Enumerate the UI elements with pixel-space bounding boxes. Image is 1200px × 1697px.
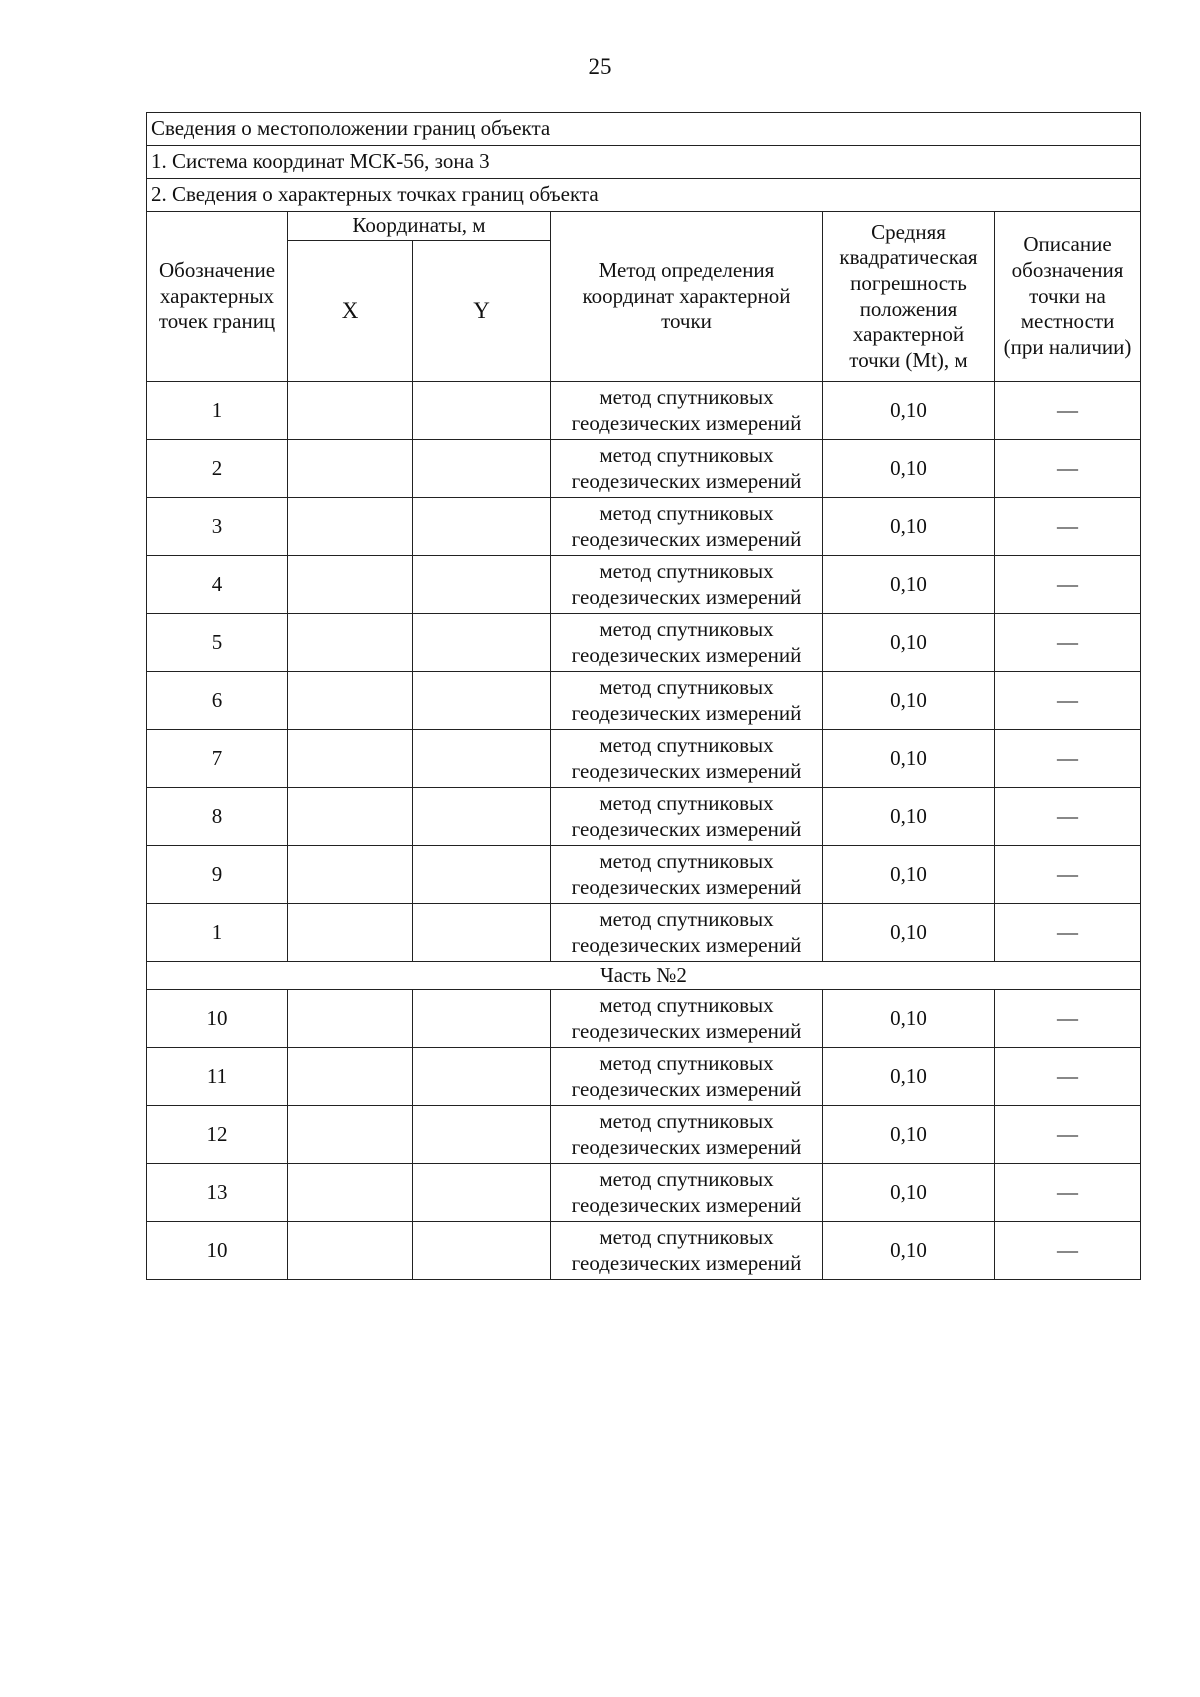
x-coordinate bbox=[288, 904, 413, 962]
table-row bbox=[147, 498, 1141, 556]
part-label: Часть №2 bbox=[147, 962, 1141, 990]
method: метод спутниковых геодезических измерений bbox=[551, 846, 823, 904]
table-row bbox=[147, 990, 1141, 1048]
description: — bbox=[995, 556, 1141, 614]
section-title: Сведения о местоположении границ объекта bbox=[147, 113, 1141, 146]
point-number: 5 bbox=[147, 614, 288, 672]
error-value: 0,10 bbox=[823, 1048, 995, 1106]
y-coordinate bbox=[413, 672, 551, 730]
x-coordinate bbox=[288, 672, 413, 730]
method: метод спутниковых геодезических измерений bbox=[551, 440, 823, 498]
table-row bbox=[147, 1164, 1141, 1222]
y-coordinate bbox=[413, 498, 551, 556]
description: — bbox=[995, 730, 1141, 788]
description: — bbox=[995, 614, 1141, 672]
method: метод спутниковых геодезических измерений bbox=[551, 1164, 823, 1222]
description: — bbox=[995, 1048, 1141, 1106]
y-coordinate bbox=[413, 730, 551, 788]
y-coordinate bbox=[413, 788, 551, 846]
y-coordinate bbox=[413, 614, 551, 672]
header-error: Средняя квадратическая погрешность положения характерной точки (Mt), м bbox=[823, 212, 995, 382]
table-row bbox=[147, 846, 1141, 904]
table-row bbox=[147, 788, 1141, 846]
y-coordinate bbox=[413, 1106, 551, 1164]
x-coordinate bbox=[288, 498, 413, 556]
x-coordinate bbox=[288, 440, 413, 498]
x-coordinate bbox=[288, 1164, 413, 1222]
method: метод спутниковых геодезических измерений bbox=[551, 904, 823, 962]
table-row bbox=[147, 904, 1141, 962]
table-body bbox=[147, 113, 1141, 1280]
y-coordinate bbox=[413, 1222, 551, 1280]
error-value: 0,10 bbox=[823, 1222, 995, 1280]
method: метод спутниковых геодезических измерений bbox=[551, 1222, 823, 1280]
point-number: 12 bbox=[147, 1106, 288, 1164]
error-value: 0,10 bbox=[823, 556, 995, 614]
coordinate-system: 1. Система координат МСК-56, зона 3 bbox=[147, 146, 1141, 179]
header-designation: Обозначение характерных точек границ bbox=[147, 212, 288, 382]
description: — bbox=[995, 672, 1141, 730]
method: метод спутниковых геодезических измерений bbox=[551, 672, 823, 730]
x-coordinate bbox=[288, 788, 413, 846]
header-x: X bbox=[288, 241, 413, 382]
error-value: 0,10 bbox=[823, 846, 995, 904]
points-title: 2. Сведения о характерных точках границ объекта bbox=[147, 179, 1141, 212]
y-coordinate bbox=[413, 1048, 551, 1106]
method: метод спутниковых геодезических измерений bbox=[551, 614, 823, 672]
x-coordinate bbox=[288, 1048, 413, 1106]
error-value: 0,10 bbox=[823, 382, 995, 440]
point-number: 3 bbox=[147, 498, 288, 556]
point-number: 10 bbox=[147, 990, 288, 1048]
y-coordinate bbox=[413, 382, 551, 440]
method: метод спутниковых геодезических измерений bbox=[551, 382, 823, 440]
y-coordinate bbox=[413, 904, 551, 962]
header-description: Описание обозначения точки на местности (при наличии) bbox=[995, 212, 1141, 382]
description: — bbox=[995, 1106, 1141, 1164]
point-number: 7 bbox=[147, 730, 288, 788]
x-coordinate bbox=[288, 1222, 413, 1280]
boundary-points-table bbox=[146, 112, 1141, 1280]
y-coordinate bbox=[413, 846, 551, 904]
points-title-row bbox=[147, 179, 1141, 212]
point-number: 9 bbox=[147, 846, 288, 904]
error-value: 0,10 bbox=[823, 498, 995, 556]
y-coordinate bbox=[413, 556, 551, 614]
error-value: 0,10 bbox=[823, 730, 995, 788]
x-coordinate bbox=[288, 990, 413, 1048]
method: метод спутниковых геодезических измерений bbox=[551, 556, 823, 614]
header-coordinates: Координаты, м bbox=[288, 212, 551, 241]
header-method: Метод определения координат характерной точки bbox=[551, 212, 823, 382]
error-value: 0,10 bbox=[823, 1164, 995, 1222]
description: — bbox=[995, 1222, 1141, 1280]
point-number: 8 bbox=[147, 788, 288, 846]
x-coordinate bbox=[288, 846, 413, 904]
table-row bbox=[147, 556, 1141, 614]
point-number: 1 bbox=[147, 904, 288, 962]
header-row-1 bbox=[147, 212, 1141, 241]
error-value: 0,10 bbox=[823, 904, 995, 962]
point-number: 11 bbox=[147, 1048, 288, 1106]
method: метод спутниковых геодезических измерений bbox=[551, 498, 823, 556]
part-row bbox=[147, 962, 1141, 990]
error-value: 0,10 bbox=[823, 672, 995, 730]
point-number: 13 bbox=[147, 1164, 288, 1222]
table-row bbox=[147, 382, 1141, 440]
method: метод спутниковых геодезических измерений bbox=[551, 1048, 823, 1106]
table-row bbox=[147, 1222, 1141, 1280]
error-value: 0,10 bbox=[823, 990, 995, 1048]
header-y: Y bbox=[413, 241, 551, 382]
method: метод спутниковых геодезических измерений bbox=[551, 990, 823, 1048]
error-value: 0,10 bbox=[823, 788, 995, 846]
x-coordinate bbox=[288, 382, 413, 440]
description: — bbox=[995, 788, 1141, 846]
x-coordinate bbox=[288, 614, 413, 672]
error-value: 0,10 bbox=[823, 440, 995, 498]
table-row bbox=[147, 1048, 1141, 1106]
point-number: 2 bbox=[147, 440, 288, 498]
description: — bbox=[995, 904, 1141, 962]
y-coordinate bbox=[413, 440, 551, 498]
table-row bbox=[147, 730, 1141, 788]
error-value: 0,10 bbox=[823, 1106, 995, 1164]
page-number: 25 bbox=[588, 54, 612, 79]
y-coordinate bbox=[413, 1164, 551, 1222]
section-title-row bbox=[147, 113, 1141, 146]
method: метод спутниковых геодезических измерений bbox=[551, 1106, 823, 1164]
x-coordinate bbox=[288, 1106, 413, 1164]
table-row bbox=[147, 1106, 1141, 1164]
description: — bbox=[995, 440, 1141, 498]
x-coordinate bbox=[288, 730, 413, 788]
method: метод спутниковых геодезических измерений bbox=[551, 788, 823, 846]
x-coordinate bbox=[288, 556, 413, 614]
point-number: 4 bbox=[147, 556, 288, 614]
description: — bbox=[995, 1164, 1141, 1222]
coordinate-system-row bbox=[147, 146, 1141, 179]
y-coordinate bbox=[413, 990, 551, 1048]
table-row bbox=[147, 614, 1141, 672]
description: — bbox=[995, 498, 1141, 556]
table-row bbox=[147, 672, 1141, 730]
description: — bbox=[995, 990, 1141, 1048]
table-row bbox=[147, 440, 1141, 498]
point-number: 10 bbox=[147, 1222, 288, 1280]
error-value: 0,10 bbox=[823, 614, 995, 672]
point-number: 6 bbox=[147, 672, 288, 730]
description: — bbox=[995, 382, 1141, 440]
description: — bbox=[995, 846, 1141, 904]
method: метод спутниковых геодезических измерений bbox=[551, 730, 823, 788]
point-number: 1 bbox=[147, 382, 288, 440]
